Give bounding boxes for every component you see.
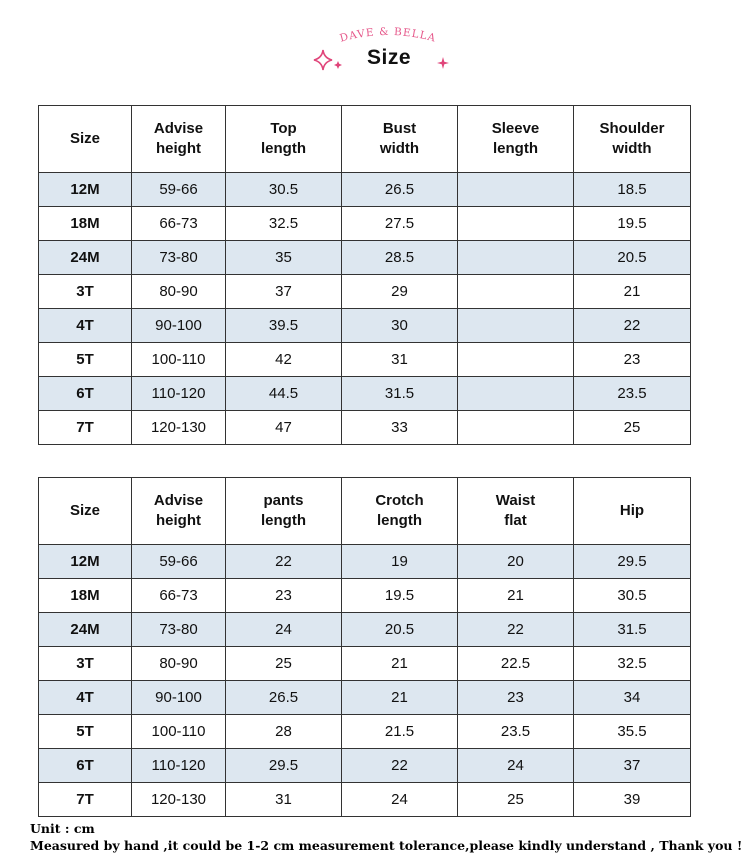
size-cell: 5T [39, 343, 132, 377]
table-cell: 19.5 [574, 207, 691, 241]
table-cell: 25 [574, 411, 691, 445]
size-cell: 24M [39, 241, 132, 275]
table-cell [458, 173, 574, 207]
unit-note: Unit : cm [30, 821, 95, 836]
size-cell: 3T [39, 275, 132, 309]
table-cell: 26.5 [226, 681, 342, 715]
table-cell: 44.5 [226, 377, 342, 411]
table-cell [458, 411, 574, 445]
table-row [39, 207, 691, 241]
table-cell: 34 [574, 681, 691, 715]
table-cell: 18.5 [574, 173, 691, 207]
size-cell: 5T [39, 715, 132, 749]
table-cell: 66-73 [132, 579, 226, 613]
table-row [39, 579, 691, 613]
table-cell: 59-66 [132, 173, 226, 207]
table-cell: 90-100 [132, 681, 226, 715]
table-cell: 23 [458, 681, 574, 715]
table-cell [458, 207, 574, 241]
table-cell: 73-80 [132, 241, 226, 275]
page-title: Size [366, 46, 412, 69]
notes [30, 820, 745, 854]
table-cell: 100-110 [132, 343, 226, 377]
table-cell: 23.5 [458, 715, 574, 749]
table-cell: 19.5 [342, 579, 458, 613]
table-cell: 25 [226, 647, 342, 681]
table-cell: 21.5 [342, 715, 458, 749]
table-cell: 22.5 [458, 647, 574, 681]
table-cell: 23.5 [574, 377, 691, 411]
svg-text:DAVE & BELLA [338, 26, 437, 45]
table-cell: 24 [458, 749, 574, 783]
table-cell: 100-110 [132, 715, 226, 749]
table-cell [458, 241, 574, 275]
table-cell: 20.5 [342, 613, 458, 647]
column-header: Shoulder width [574, 106, 691, 173]
table-row [39, 241, 691, 275]
table-cell: 23 [226, 579, 342, 613]
table-cell: 25 [458, 783, 574, 817]
size-cell: 3T [39, 647, 132, 681]
table-cell: 22 [458, 613, 574, 647]
table-cell [458, 275, 574, 309]
table-cell: 110-120 [132, 377, 226, 411]
size-cell: 24M [39, 613, 132, 647]
table-row [39, 783, 691, 817]
table-cell: 28.5 [342, 241, 458, 275]
table-cell: 24 [342, 783, 458, 817]
table-cell: 21 [342, 647, 458, 681]
table-cell: 47 [226, 411, 342, 445]
table-cell: 22 [574, 309, 691, 343]
table-cell: 31 [226, 783, 342, 817]
brand-text: DAVE & BELLA [338, 25, 438, 45]
column-header: pants length [226, 478, 342, 545]
column-header: Bust width [342, 106, 458, 173]
table-cell: 20 [458, 545, 574, 579]
column-header: Hip [574, 478, 691, 545]
table-row [39, 275, 691, 309]
table-cell: 35 [226, 241, 342, 275]
table-cell: 30 [342, 309, 458, 343]
table-row [39, 309, 691, 343]
size-cell: 7T [39, 411, 132, 445]
size-cell: 7T [39, 783, 132, 817]
table-row [39, 613, 691, 647]
table-cell: 27.5 [342, 207, 458, 241]
table-row [39, 377, 691, 411]
column-header: Size [39, 478, 132, 545]
table-cell: 39 [574, 783, 691, 817]
tops-size-table [38, 105, 691, 445]
table-cell: 29.5 [226, 749, 342, 783]
table-cell: 42 [226, 343, 342, 377]
table-header-row [39, 478, 691, 545]
table-header-row [39, 106, 691, 173]
table-cell: 80-90 [132, 275, 226, 309]
table-cell: 31 [342, 343, 458, 377]
table-cell: 31.5 [574, 613, 691, 647]
table-cell: 30.5 [574, 579, 691, 613]
table-cell: 73-80 [132, 613, 226, 647]
size-cell: 18M [39, 579, 132, 613]
table-row [39, 545, 691, 579]
size-cell: 18M [39, 207, 132, 241]
brand-logo [330, 24, 446, 46]
table-cell: 19 [342, 545, 458, 579]
header [0, 0, 750, 100]
table-cell: 29.5 [574, 545, 691, 579]
pants-size-table [38, 477, 691, 817]
table-row [39, 647, 691, 681]
tolerance-note: Measured by hand ,it could be 1-2 cm measurement tolerance,please kindly understand , Thank you ! [30, 838, 743, 853]
table-cell: 22 [342, 749, 458, 783]
table-cell: 90-100 [132, 309, 226, 343]
table-cell: 37 [226, 275, 342, 309]
table-cell: 32.5 [574, 647, 691, 681]
column-header: Advise height [132, 106, 226, 173]
table-cell: 21 [458, 579, 574, 613]
table-cell: 110-120 [132, 749, 226, 783]
table-cell: 59-66 [132, 545, 226, 579]
table-cell: 22 [226, 545, 342, 579]
table-cell [458, 309, 574, 343]
table-cell: 28 [226, 715, 342, 749]
table-row [39, 173, 691, 207]
table-cell [458, 377, 574, 411]
column-header: Top length [226, 106, 342, 173]
size-cell: 4T [39, 309, 132, 343]
column-header: Sleeve length [458, 106, 574, 173]
table-row [39, 681, 691, 715]
table-row [39, 411, 691, 445]
size-cell: 6T [39, 377, 132, 411]
column-header: Advise height [132, 478, 226, 545]
table-row [39, 749, 691, 783]
column-header: Crotch length [342, 478, 458, 545]
table-row [39, 715, 691, 749]
size-cell: 4T [39, 681, 132, 715]
table-cell [458, 343, 574, 377]
table-cell: 66-73 [132, 207, 226, 241]
table-cell: 29 [342, 275, 458, 309]
table-cell: 30.5 [226, 173, 342, 207]
table-cell: 20.5 [574, 241, 691, 275]
table-cell: 31.5 [342, 377, 458, 411]
column-header: Size [39, 106, 132, 173]
table-cell: 39.5 [226, 309, 342, 343]
table-cell: 37 [574, 749, 691, 783]
table-cell: 26.5 [342, 173, 458, 207]
table-cell: 33 [342, 411, 458, 445]
table-cell: 24 [226, 613, 342, 647]
table-cell: 32.5 [226, 207, 342, 241]
table-cell: 23 [574, 343, 691, 377]
table-cell: 80-90 [132, 647, 226, 681]
table-cell: 35.5 [574, 715, 691, 749]
table-cell: 120-130 [132, 783, 226, 817]
size-cell: 12M [39, 545, 132, 579]
table-cell: 21 [342, 681, 458, 715]
column-header: Waist flat [458, 478, 574, 545]
size-cell: 6T [39, 749, 132, 783]
size-cell: 12M [39, 173, 132, 207]
table-row [39, 343, 691, 377]
table-cell: 21 [574, 275, 691, 309]
table-cell: 120-130 [132, 411, 226, 445]
